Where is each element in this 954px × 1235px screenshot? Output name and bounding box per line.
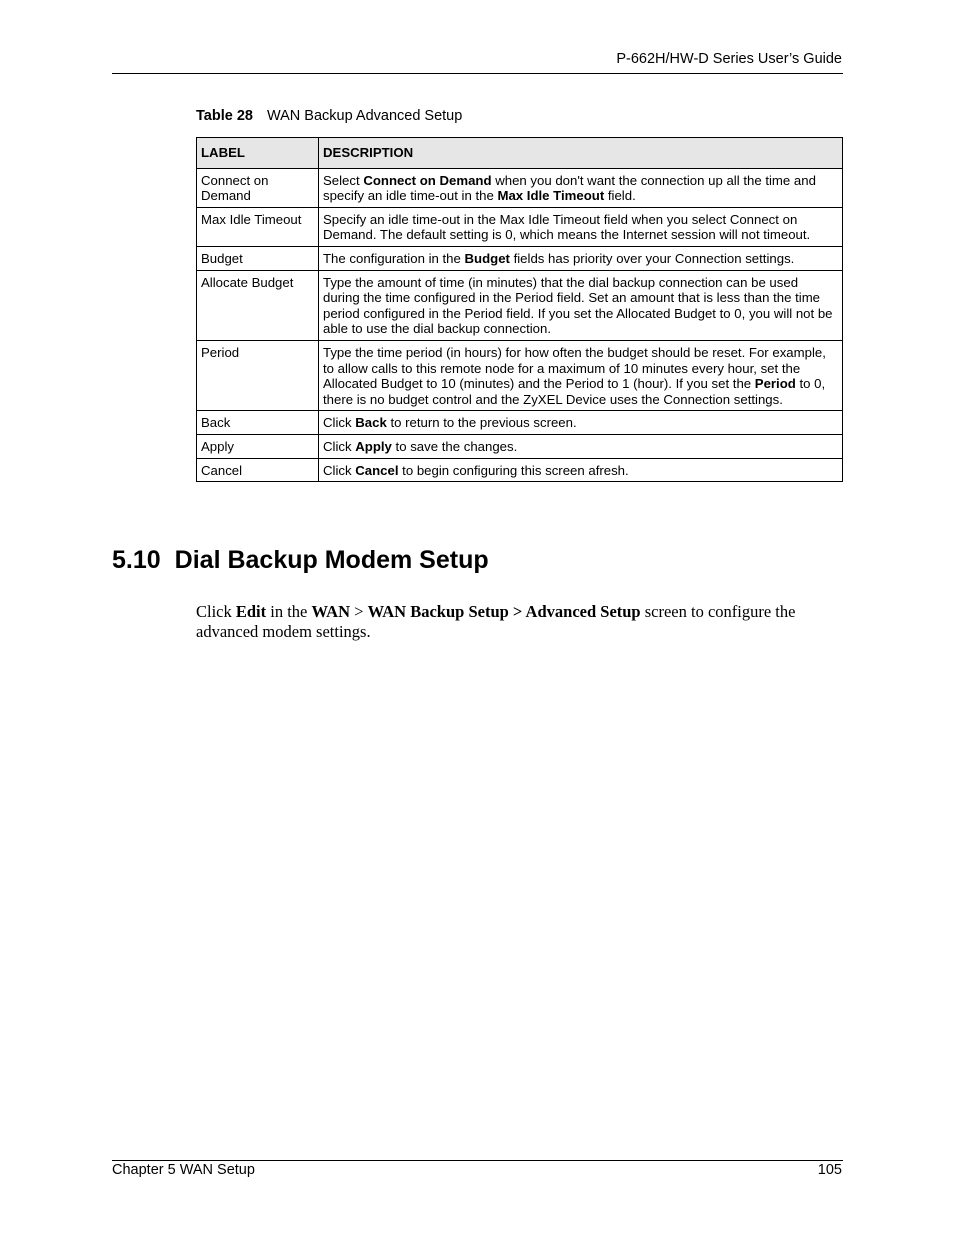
table-caption [196,108,462,124]
row-label: Budget [197,246,319,270]
description-run: Back [355,415,387,431]
row-label: Apply [197,434,319,458]
description-run: Click [323,438,356,454]
row-label: Connect on Demand [197,168,319,207]
table-row [197,246,843,270]
description-run: Specify an idle time-out in the Max Idle Timeout field when you select Connect on Demand. The default setting is 0, which means the Internet session will not timeout. [323,211,811,243]
footer-divider [112,1160,843,1161]
table-row [197,434,843,458]
description-run: Type the time period (in hours) for how often the budget should be reset. For example, to allow calls to this remote node for a maximum of 10 minutes every hour, set the Allocated Budget to 10 (minutes) and the Period to 1 (hour). If you set the [323,344,826,392]
paragraph-run: Click [196,602,236,621]
table-row [197,270,843,340]
description-run: to return to the previous screen. [386,415,577,431]
section-title: Dial Backup Modem Setup [174,546,489,574]
description-run: The configuration in the [323,250,465,266]
paragraph-run: screen to configure the advanced modem settings. [196,602,796,641]
description-run: to begin configuring this screen afresh. [398,462,629,478]
table-header-row [197,138,843,169]
page-number: 105 [817,1162,842,1178]
row-description [319,434,843,458]
row-description [319,411,843,435]
description-run: Budget [464,250,510,266]
description-run: to 0, there is no budget control and the ZyXEL Device uses the Connection settings. [323,376,826,407]
description-run: to save the changes. [391,438,518,454]
section-paragraph [196,602,836,642]
row-label: Back [197,411,319,435]
paragraph-run: WAN Backup Setup > Advanced Setup [367,602,641,621]
row-label: Allocate Budget [197,270,319,340]
table-row [197,207,843,246]
description-run: Click [323,462,356,478]
row-label: Max Idle Timeout [197,207,319,246]
paragraph-run: > [350,602,368,621]
description-run: Cancel [355,462,399,478]
description-run: when you don't want the connection up all the time and specify an idle time-out in the [323,172,816,204]
running-header: P-662H/HW-D Series User’s Guide [616,51,842,67]
column-header-description: DESCRIPTION [319,138,843,169]
table-row [197,458,843,482]
description-run: fields has priority over your Connection settings. [509,250,795,266]
table-number: Table 28 [196,108,253,124]
column-header-label: LABEL [197,138,319,169]
row-label: Period [197,340,319,410]
table-title: WAN Backup Advanced Setup [266,108,463,124]
description-run: field. [604,188,636,204]
paragraph-run: in the [266,602,312,621]
table-row [197,168,843,207]
section-heading [112,546,489,575]
row-description [319,270,843,340]
description-run: Type the amount of time (in minutes) that the dial backup connection can be used during the time configured in the Period field. Set an amount that is less than the time period configured in the Period field. If you set the Allocated Budget to 0, you will not be able to use the dial backup connection. [323,274,833,337]
description-run: Apply [355,438,392,454]
footer-chapter: Chapter 5 WAN Setup [112,1162,255,1178]
description-run: Max Idle Timeout [497,188,605,204]
row-description [319,246,843,270]
table-row [197,340,843,410]
description-run: Period [754,376,796,392]
row-description [319,207,843,246]
paragraph-run: Edit [235,602,267,621]
paragraph-run: WAN [311,602,351,621]
row-description [319,340,843,410]
description-run: Connect on Demand [363,172,492,188]
row-description [319,168,843,207]
row-description [319,458,843,482]
table-row [197,411,843,435]
wan-backup-advanced-setup-table [196,137,843,482]
description-run: Select [323,172,364,188]
section-number: 5.10 [112,546,161,574]
description-run: Click [323,415,356,431]
table-body [197,168,843,482]
row-label: Cancel [197,458,319,482]
header-divider [112,73,843,74]
